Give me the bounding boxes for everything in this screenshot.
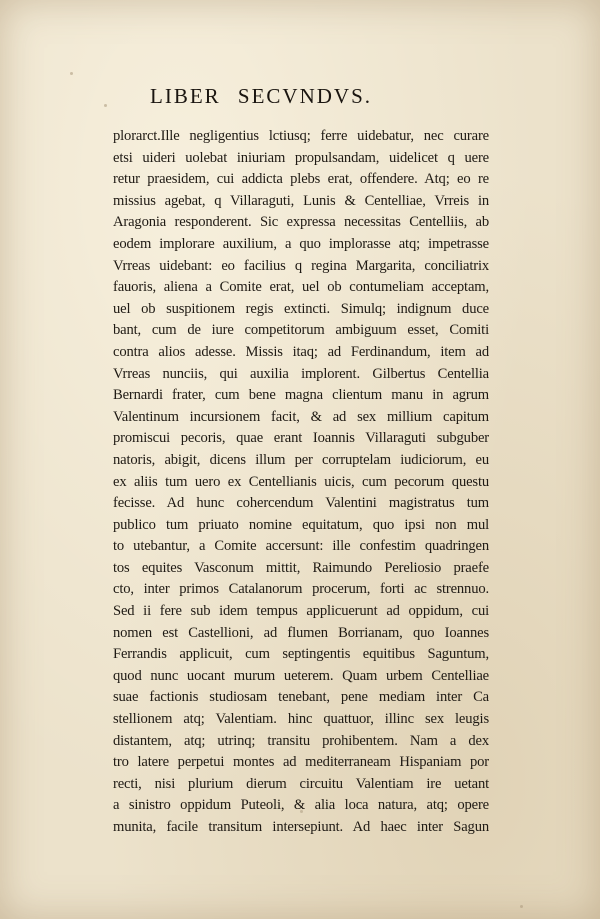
text-line: Vrreas uidebant: eo facilius q regina Margarita, conciliatrix bbox=[113, 257, 489, 274]
text-line: publico tum priuato nomine equitatum, quo ipsi non mul bbox=[113, 516, 489, 533]
text-line: Sed ii fere sub idem tempus applicuerunt ad oppidum, cui bbox=[113, 603, 489, 620]
text-line: tro latere perpetui montes ad mediterraneam Hispaniam por bbox=[113, 754, 489, 771]
running-head: LIBER SECVNDVS. bbox=[150, 84, 373, 108]
text-line: a sinistro oppidum Puteoli, & alia loca natura, atq; opere bbox=[113, 797, 489, 814]
text-line: fecisse. Ad hunc cohercendum Valentini magistratus tum bbox=[113, 495, 489, 512]
text-line: Aragonia responderent. Sic expressa necessitas Centelliis, ab bbox=[113, 214, 489, 231]
text-line: to utebantur, a Comite accersunt: ille confestim quadringen bbox=[113, 538, 489, 555]
text-line: Valentinum incursionem facit, & ad sex millium capitum bbox=[113, 408, 489, 425]
text-line: recti, nisi plurium dierum circuitu Valentiam ire uetant bbox=[113, 775, 489, 792]
paper-speck bbox=[520, 905, 523, 908]
text-line: plorarct.Ille negligentius lctiusq; ferre uidebatur, nec curare bbox=[113, 128, 489, 144]
text-line: retur praesidem, cui addicta plebs erat, offendere. Atq; eo re bbox=[113, 171, 489, 188]
text-line: distantem, atq; utrinq; transitu prohibentem. Nam a dex bbox=[113, 732, 489, 749]
text-line: tos equites Vasconum mittit, Raimundo Pereliosio praefe bbox=[113, 559, 489, 576]
body-text bbox=[113, 126, 489, 839]
text-line: Ferrandis applicuit, cum septingentis equitibus Saguntum, bbox=[113, 646, 489, 663]
text-line: bant, cum de iure competitorum ambiguum esset, Comiti bbox=[113, 322, 489, 339]
text-line: munita, facile transitum intersepiunt. Ad haec inter Sagun bbox=[113, 819, 489, 835]
text-line: nomen est Castellioni, ad flumen Borrianam, quo Ioannes bbox=[113, 624, 489, 641]
text-line: promiscui pecoris, quae erant Ioannis Villaraguti subguber bbox=[113, 430, 489, 447]
text-line: stellionem atq; Valentiam. hinc quattuor, illinc sex leugis bbox=[113, 711, 489, 728]
text-line: Vrreas nunciis, qui auxilia implorent. Gilbertus Centellia bbox=[113, 365, 489, 382]
text-line: suae factionis studiosam tenebant, pene mediam inter Ca bbox=[113, 689, 489, 706]
text-line: ex aliis tum uero ex Centellianis uicis, cum pecorum questu bbox=[113, 473, 489, 490]
text-line: etsi uideri uolebat iniuriam propulsandam, uidelicet q uere bbox=[113, 149, 489, 166]
text-line: contra alios adesse. Missis itaq; ad Ferdinandum, item ad bbox=[113, 343, 489, 360]
text-line: cto, inter primos Catalanorum procerum, forti ac strennuo. bbox=[113, 581, 489, 598]
text-line: uel ob suspitionem regis extincti. Simulq; indignum duce bbox=[113, 300, 489, 317]
text-line: quod nunc uocant murum ueterem. Quam urbem Centelliae bbox=[113, 667, 489, 684]
text-line: fauoris, aliena a Comite erat, uel ob contumeliam acceptam, bbox=[113, 279, 489, 296]
paper-speck bbox=[104, 104, 107, 107]
paper-speck bbox=[70, 72, 73, 75]
text-line: natoris, abigit, dicens illum per corruptelam iudiciorum, eu bbox=[113, 451, 489, 468]
text-line: missius agebat, q Villaraguti, Lunis & Centelliae, Vrreis in bbox=[113, 192, 489, 209]
text-line: Bernardi frater, cum bene magna clientum manu in agrum bbox=[113, 387, 489, 404]
text-line: eodem implorare auxilium, a quo implorasse atq; impetrasse bbox=[113, 235, 489, 252]
